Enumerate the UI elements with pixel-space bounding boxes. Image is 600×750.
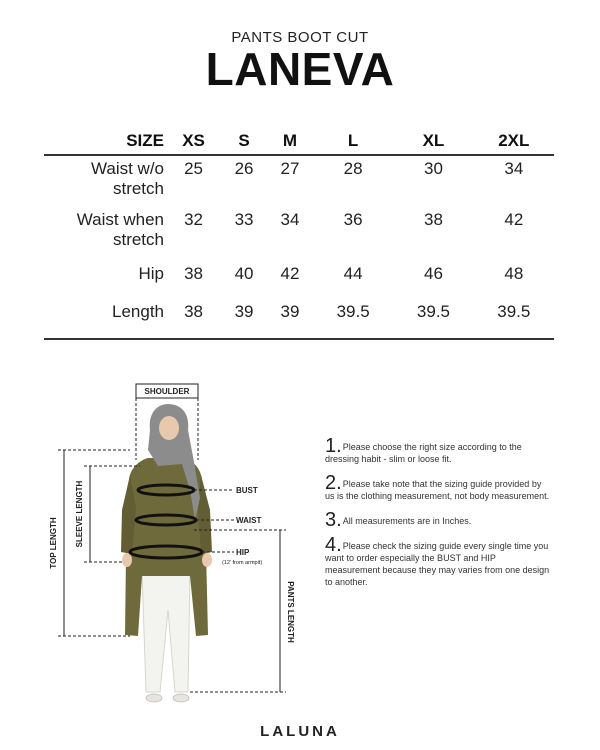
table-cell: 39 xyxy=(280,302,300,321)
table-cell: 34 xyxy=(504,159,524,178)
table-row xyxy=(44,209,554,264)
table-cell: 30 xyxy=(424,159,443,178)
table-cell: 32 xyxy=(184,210,203,229)
note-number: 3. xyxy=(325,509,342,531)
brand-logo: LALUNA xyxy=(260,723,340,740)
table-cell: 48 xyxy=(504,264,524,283)
table-cell: 38 xyxy=(184,302,203,321)
note-text: Please check the sizing guide every single time you want to order especially the BUST and HIP measurement because they may varies from one design to another. xyxy=(325,541,550,587)
waist-label: WAIST xyxy=(236,516,262,525)
size-header-s: S xyxy=(238,131,250,150)
row-label-line1: Waist w/o xyxy=(90,159,164,178)
face-illustration xyxy=(159,416,179,440)
hip-label: HIP xyxy=(236,548,250,557)
note-item xyxy=(325,534,550,588)
row-label-line1: Waist when xyxy=(76,210,164,229)
table-row xyxy=(44,264,554,302)
note-number: 2. xyxy=(325,472,342,494)
pants-illustration xyxy=(142,570,190,692)
shoulder-label: SHOULDER xyxy=(144,387,190,396)
sizing-notes xyxy=(325,435,550,600)
right-hand xyxy=(202,553,212,567)
row-label: Hip xyxy=(138,264,164,283)
size-header-l: L xyxy=(347,131,359,150)
table-cell: 39.5 xyxy=(497,302,531,321)
row-label-line2: stretch xyxy=(112,179,164,198)
note-number: 4. xyxy=(325,534,342,556)
row-label-line2: stretch xyxy=(112,230,164,249)
table-cell: 28 xyxy=(343,159,363,178)
note-text: Please take note that the sizing guide provided by us is the clothing measurement, not body measurement. xyxy=(325,479,550,501)
size-header-xs: XS xyxy=(182,131,205,150)
product-title: LANEVA xyxy=(205,43,395,95)
note-item xyxy=(325,472,550,502)
table-cell: 26 xyxy=(234,159,254,178)
table-row xyxy=(44,155,554,209)
size-header-m: M xyxy=(282,131,298,150)
table-cell: 39 xyxy=(234,302,254,321)
size-header-label: SIZE xyxy=(126,131,164,150)
pants-length-label: PANTS LENGTH xyxy=(286,581,295,643)
note-number: 1. xyxy=(325,435,342,457)
table-cell: 44 xyxy=(343,264,363,283)
table-cell: 42 xyxy=(280,264,300,283)
table-cell: 40 xyxy=(234,264,254,283)
table-cell: 39.5 xyxy=(416,302,451,321)
table-cell: 42 xyxy=(504,210,524,229)
product-subtitle: PANTS BOOT CUT xyxy=(231,29,369,46)
table-cell: 39.5 xyxy=(336,302,370,321)
table-cell: 46 xyxy=(424,264,443,283)
size-header-xl: XL xyxy=(422,131,445,150)
top-length-label: TOP LENGTH xyxy=(49,517,58,569)
row-label xyxy=(44,155,166,209)
note-text: Please choose the right size according to the dressing habit - slim or loose fit. xyxy=(325,442,522,464)
table-cell: 38 xyxy=(424,210,443,229)
size-chart-table xyxy=(44,128,554,340)
hip-note: (12' from armpit) xyxy=(222,560,263,566)
note-text: All measurements are in Inches. xyxy=(342,516,472,526)
table-row xyxy=(44,302,554,339)
size-header-2xl: 2XL xyxy=(498,131,530,150)
table-cell: 25 xyxy=(184,159,203,178)
table-cell: 33 xyxy=(234,210,254,229)
table-cell: 27 xyxy=(280,159,300,178)
left-shoe xyxy=(146,694,162,702)
row-label xyxy=(44,209,166,264)
left-hand xyxy=(122,553,132,567)
right-shoe xyxy=(173,694,189,702)
row-label: Length xyxy=(112,302,164,321)
bust-label: BUST xyxy=(236,486,258,495)
measurement-figure xyxy=(30,380,320,720)
note-item xyxy=(325,509,550,531)
table-cell: 34 xyxy=(280,210,300,229)
table-cell: 38 xyxy=(184,264,203,283)
sleeve-length-label: SLEEVE LENGTH xyxy=(75,480,84,548)
size-header-row xyxy=(44,128,554,155)
note-item xyxy=(325,435,550,465)
table-cell: 36 xyxy=(343,210,363,229)
